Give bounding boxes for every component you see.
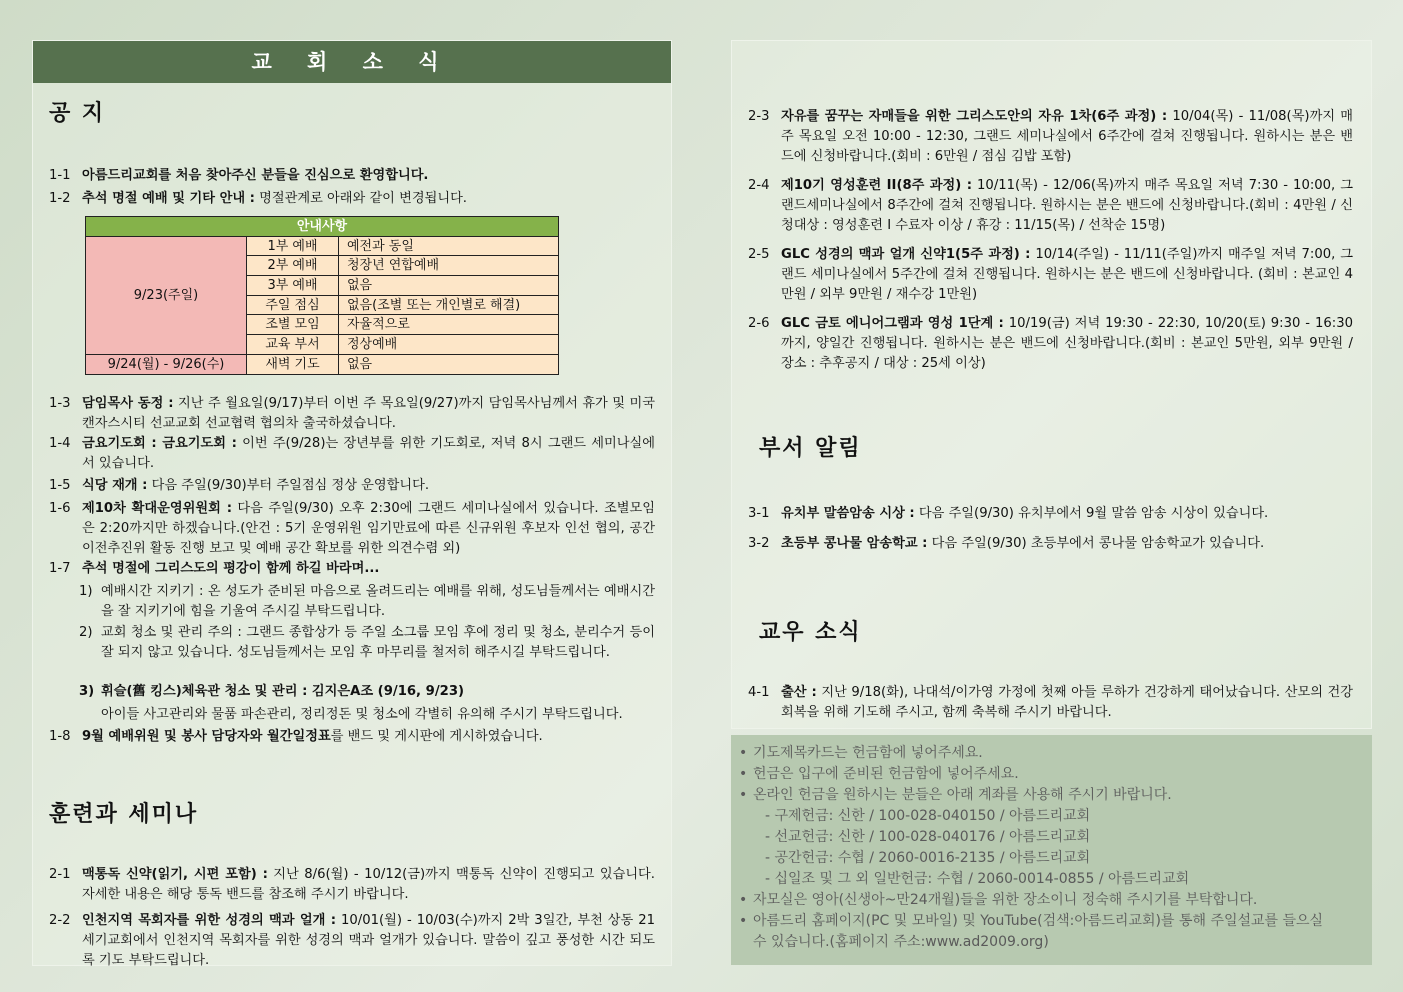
member-item-4-1 — [748, 683, 1353, 723]
item-number: 2-5 — [748, 247, 770, 262]
item-heading: 제10차 확대운영위원회 : — [82, 501, 232, 516]
item-number: 2-2 — [49, 913, 71, 928]
department-item-3-2 — [748, 534, 1353, 554]
item-text: 지난 9/18(화), 나대석/이가영 가정에 첫째 아들 루하가 건강하게 태어났습니다. 산모의 건강회복을 위해 기도해 주시고, 함께 축복해 주시기 바랍니다. — [781, 685, 1353, 720]
item-heading: 인천지역 목회자를 위한 성경의 맥과 얼개 : — [82, 913, 337, 928]
item-number: 1-6 — [49, 501, 71, 516]
row-value: 자율적으로 — [339, 315, 559, 335]
sub-text: 예배시간 지키기 : 온 성도가 준비된 마음으로 올려드리는 예배를 위해, 성도님들께서는 예배시간을 잘 지키기에 힘을 기울여 주시길 부탁드립니다. — [101, 584, 655, 619]
row-value: 청장년 연합예배 — [339, 256, 559, 276]
row-name: 조별 모임 — [247, 315, 339, 335]
item-number: 2-4 — [748, 178, 770, 193]
account-line: - 십일조 및 그 외 일반헌금: 수협 / 2060-0014-0855 / 아름드리교회 — [765, 871, 1190, 887]
info-line: • 온라인 헌금을 원하시는 분들은 아래 계좌를 사용해 주시기 바랍니다. — [739, 785, 1362, 806]
item-text: 다음 주일(9/30) 유치부에서 9월 말씀 암송 시상이 있습니다. — [914, 506, 1269, 521]
item-heading: 식당 재개 : — [82, 478, 148, 493]
training-item-2-2 — [49, 911, 655, 971]
item-text: 지난 8/6(월) - 10/12(금)까지 맥통독 신약이 진행되고 있습니다. 자세한 내용은 해당 통독 밴드를 참조해 주시기 바랍니다. — [82, 867, 655, 902]
schedule-table — [85, 216, 559, 375]
notice-item-1-1 — [49, 166, 655, 186]
item-text: 아름드리교회를 처음 찾아주신 분들을 진심으로 환영합니다. — [82, 168, 429, 183]
item-heading: 담임목사 동정 : — [82, 396, 174, 411]
row-value: 없음 — [339, 354, 559, 374]
info-line: • 헌금은 입구에 준비된 헌금함에 넣어주세요. — [739, 764, 1362, 785]
info-line: • 기도제목카드는 헌금함에 넣어주세요. — [739, 743, 1362, 764]
right-panel — [731, 40, 1372, 729]
item-number: 1-7 — [49, 561, 71, 576]
row-value: 정상예배 — [339, 335, 559, 355]
training-item-2-4 — [748, 176, 1353, 236]
item-heading: 맥통독 신약(읽기, 시편 포함) : — [82, 867, 268, 882]
date-cell: 9/23(주일) — [86, 236, 247, 354]
item-heading: GLC 금토 에니어그램과 영성 1단계 : — [781, 316, 1004, 331]
notice-item-1-7 — [49, 559, 655, 579]
item-heading: 자유를 꿈꾸는 자매들을 위한 그리스도안의 자유 1차(6주 과정) : — [781, 109, 1168, 124]
item-number: 1-3 — [49, 396, 71, 411]
page-title: 교 회 소 식 — [33, 41, 671, 83]
sub-number: 3) — [79, 684, 95, 699]
item-heading: 금요기도회 : 금요기도회 : — [82, 436, 237, 451]
row-name: 교육 부서 — [247, 335, 339, 355]
row-value: 없음(조별 또는 개인별로 해결) — [339, 295, 559, 315]
sub-item-2 — [79, 623, 655, 663]
sub-number: 2) — [79, 625, 93, 640]
item-text: 를 밴드 및 게시판에 게시하였습니다. — [330, 729, 543, 744]
item-heading: 초등부 콩나물 암송학교 : — [781, 536, 928, 551]
item-heading: 유치부 말씀암송 시상 : — [781, 506, 915, 521]
row-name: 주일 점심 — [247, 295, 339, 315]
notice-item-1-5 — [49, 476, 655, 496]
item-text: 10/04(목) - 11/08(목)까지 매주 목요일 오전 10:00 - 12:30, 그랜드 세미나실에서 6주간에 걸쳐 진행됩니다. 원하시는 분은 밴드에 신청바랍니다.(회비 : 6만원 / 점심 김밥 포함) — [781, 109, 1353, 164]
info-line: • 아름드리 홈페이지(PC 및 모바일) 및 YouTube(검색:아름드리교회)를 통해 주일설교를 들으실 — [739, 911, 1362, 932]
item-number: 2-1 — [49, 867, 71, 882]
item-heading: 추석 명절 예배 및 기타 안내 : — [82, 191, 255, 206]
notices-title: 공 지 — [49, 101, 106, 126]
notice-item-1-3 — [49, 394, 655, 434]
item-heading: 출산 : — [781, 685, 817, 700]
item-text: 다음 주일(9/30) 오후 2:30에 그랜드 세미나실에서 있습니다. 조별모임은 2:20까지만 하겠습니다.(안건 : 5기 운영위원 임기만료에 따른 신규위원 후보자 인선 협의, 공간이전추진위 활동 진행 보고 및 예배 공간 확보를 위한 의견수렴 외) — [82, 501, 655, 556]
item-number: 3-2 — [748, 536, 770, 551]
item-text: 다음 주일(9/30) 초등부에서 콩나물 암송학교가 있습니다. — [927, 536, 1265, 551]
item-number: 1-1 — [49, 168, 71, 183]
notice-item-1-4 — [49, 434, 655, 474]
account-line: - 구제헌금: 신한 / 100-028-040150 / 아름드리교회 — [765, 808, 1091, 824]
item-number: 2-6 — [748, 316, 770, 331]
item-number: 3-1 — [748, 506, 770, 521]
training-item-2-3 — [748, 107, 1353, 167]
item-text: 10/14(주일) - 11/11(주일)까지 매주일 저녁 7:00, 그랜드 세미나실에서 5주간에 걸쳐 진행됩니다. 원하시는 분은 밴드에 신청바랍니다. (회비 : 본교인 4만원 / 외부 9만원 / 재수강 1만원) — [781, 247, 1353, 302]
item-number: 4-1 — [748, 685, 770, 700]
item-text: 10/01(월) - 10/03(수)까지 2박 3일간, 부천 상동 21세기교회에서 인천지역 목회자를 위한 성경의 맥과 얼개가 있습니다. 말씀이 깊고 풍성한 시간 되도록 기도 부탁드립니다. — [82, 913, 656, 968]
date-cell: 9/24(월) - 9/26(수) — [86, 354, 247, 374]
info-box — [731, 735, 1372, 965]
table-row — [86, 354, 559, 374]
row-value: 예전과 동일 — [339, 236, 559, 256]
item-text: 10/19(금) 저녁 19:30 - 22:30, 10/20(토) 9:30 - 16:30까지, 양일간 진행됩니다. 원하시는 분은 밴드에 신청바랍니다.(회비 : 본교인 5만원, 외부 9만원 / 장소 : 추후공지 / 대상 : 25세 이상) — [781, 316, 1353, 371]
training-item-2-5 — [748, 245, 1353, 305]
item-number: 1-4 — [49, 436, 71, 451]
sub-item-3-desc: 아이들 사고관리와 물품 파손관리, 정리정돈 및 청소에 각별히 유의해 주시기 부탁드립니다. — [101, 707, 623, 722]
item-number: 2-3 — [748, 109, 770, 124]
item-text: 이번 주(9/28)는 장년부를 위한 기도회로, 저녁 8시 그랜드 세미나실에서 있습니다. — [82, 436, 655, 471]
training-title: 훈련과 세미나 — [49, 802, 199, 827]
item-text: 지난 주 월요일(9/17)부터 이번 주 목요일(9/27)까지 담임목사님께서 휴가 및 미국 캔자스시티 선교교회 선교협력 협의차 출국하셨습니다. — [82, 396, 656, 431]
notice-item-1-8 — [49, 727, 655, 747]
sub-item-3 — [79, 682, 655, 702]
sub-text: 교회 청소 및 관리 주의 : 그랜드 종합상가 등 주일 소그룹 모임 후에 정리 및 청소, 분리수거 등이 잘 되지 않고 있습니다. 성도님들께서는 모임 후 마무리를 철저히 해주시길 부탁드립니다. — [101, 625, 655, 660]
item-number: 1-8 — [49, 729, 71, 744]
training-item-2-6 — [748, 314, 1353, 374]
item-heading: 제10기 영성훈련 II(8주 과정) : — [781, 178, 973, 193]
members-title: 교우 소식 — [759, 620, 862, 645]
item-heading: GLC 성경의 맥과 얼개 신약1(5주 과정) : — [781, 247, 1031, 262]
table-header: 안내사항 — [86, 217, 559, 237]
table-row — [86, 236, 559, 256]
row-value: 없음 — [339, 276, 559, 296]
item-text: 다음 주일(9/30)부터 주일점심 정상 운영합니다. — [147, 478, 430, 493]
notice-item-1-6 — [49, 499, 655, 559]
item-text: 명절관계로 아래와 같이 변경됩니다. — [254, 191, 467, 206]
notice-item-1-2 — [49, 189, 655, 209]
item-heading: 9월 예배위원 및 봉사 담당자와 월간일정표 — [82, 729, 331, 744]
row-name: 2부 예배 — [247, 256, 339, 276]
info-line-continued: 수 있습니다.(홈페이지 주소:www.ad2009.org) — [753, 934, 1049, 950]
item-text: 10/11(목) - 12/06(목)까지 매주 목요일 저녁 7:30 - 10:00, 그랜드세미나실에서 8주간에 걸쳐 진행됩니다. 원하시는 분은 밴드에 신청바랍니다.(회비 : 4만원 / 신청대상 : 영성훈련 I 수료자 이상 / 휴강 : 11/15(목) / 선착순 15명) — [781, 178, 1354, 233]
department-item-3-1 — [748, 504, 1353, 524]
row-name: 1부 예배 — [247, 236, 339, 256]
item-number: 1-5 — [49, 478, 71, 493]
sub-number: 1) — [79, 584, 93, 599]
account-line: - 공간헌금: 수협 / 2060-0016-2135 / 아름드리교회 — [765, 850, 1091, 866]
item-text: 추석 명절에 그리스도의 평강이 함께 하길 바라며... — [82, 561, 380, 576]
sub-text: 휘슬(舊 킹스)체육관 청소 및 관리 : 김지은A조 (9/16, 9/23) — [101, 684, 465, 699]
sub-item-1 — [79, 582, 655, 622]
account-line: - 선교헌금: 신한 / 100-028-040176 / 아름드리교회 — [765, 829, 1091, 845]
row-name: 새벽 기도 — [247, 354, 339, 374]
training-item-2-1 — [49, 865, 655, 905]
item-number: 1-2 — [49, 191, 71, 206]
row-name: 3부 예배 — [247, 276, 339, 296]
left-panel — [32, 40, 672, 966]
departments-title: 부서 알림 — [759, 436, 862, 461]
info-line: • 자모실은 영아(신생아~만24개월)들을 위한 장소이니 정숙해 주시기를 부탁합니다. — [739, 890, 1362, 911]
